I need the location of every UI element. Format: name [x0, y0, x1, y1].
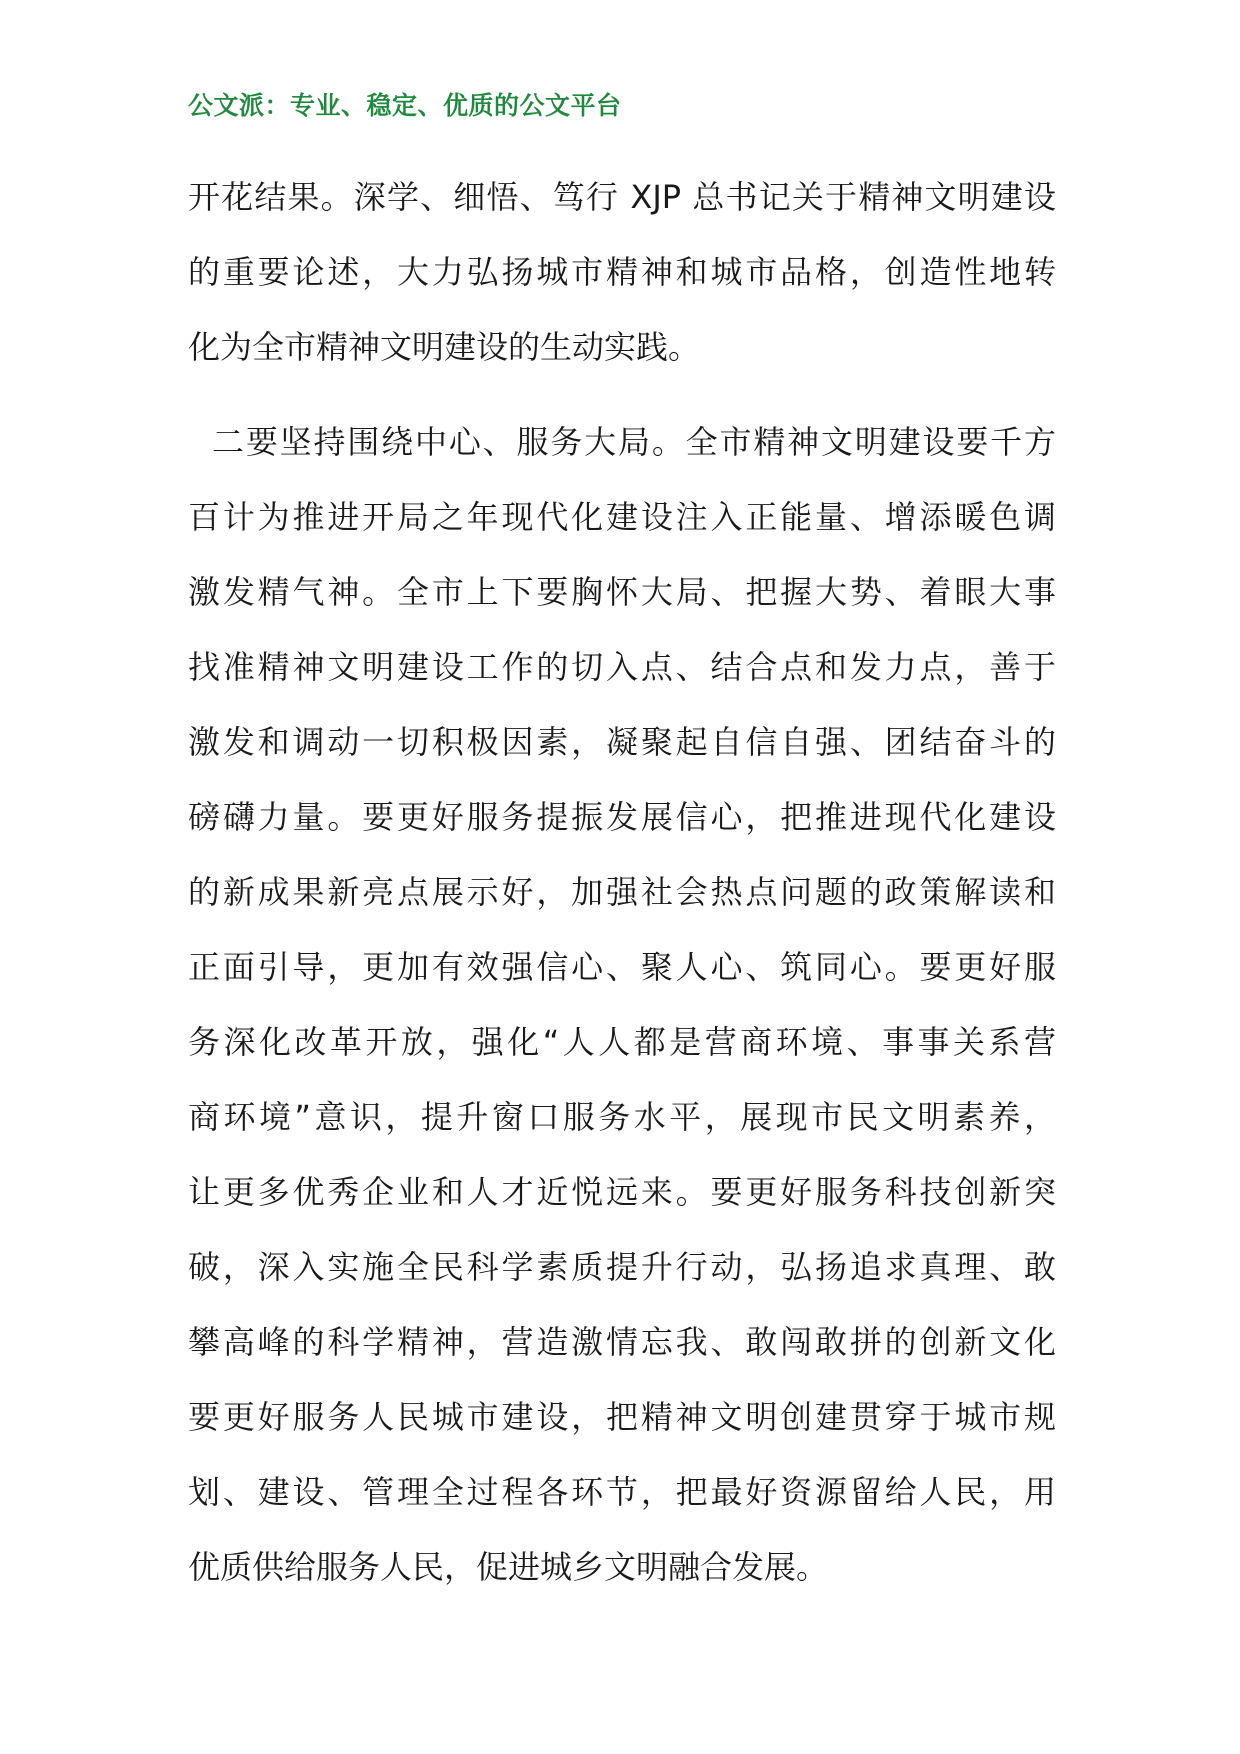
text-line: 化为全市精神文明建设的生动实践。 — [188, 328, 701, 366]
text-line: 让更多优秀企业和人才近悦远来。要更好服务科技创新突 — [188, 1173, 1056, 1211]
text-line: 的新成果新亮点展示好，加强社会热点问题的政策解读和 — [188, 873, 1056, 911]
document-body — [188, 160, 1056, 1605]
text-line: 找准精神文明建设工作的切入点、结合点和发力点，善于 — [188, 648, 1056, 686]
text-line: 开花结果。深学、细悟、笃行 XJP 总书记关于精神文明建设 — [188, 178, 1056, 216]
text-line: 激发精气神。全市上下要胸怀大局、把握大势、着眼大事 — [188, 573, 1056, 611]
text-line: 二要坚持围绕中心、服务大局。全市精神文明建设要千方 — [212, 423, 1056, 461]
text-line: 百计为推进开局之年现代化建设注入正能量、增添暖色调 — [188, 498, 1056, 536]
site-header-slogan: 公文派：专业、稳定、优质的公文平台 — [188, 91, 622, 120]
paragraph-2 — [188, 405, 1056, 1605]
text-line: 正面引导，更加有效强信心、聚人心、筑同心。要更好服 — [188, 948, 1056, 986]
paragraph-1 — [188, 160, 1056, 385]
text-line: 要更好服务人民城市建设，把精神文明创建贯穿于城市规 — [188, 1398, 1056, 1436]
text-line: 破，深入实施全民科学素质提升行动，弘扬追求真理、敢 — [188, 1248, 1056, 1286]
text-line: 攀高峰的科学精神，营造激情忘我、敢闯敢拼的创新文化 — [188, 1323, 1056, 1361]
text-line: 商环境”意识，提升窗口服务水平，展现市民文明素养， — [188, 1098, 1056, 1136]
paragraph-gap — [188, 385, 1056, 405]
text-line: 优质供给服务人民，促进城乡文明融合发展。 — [188, 1548, 829, 1586]
text-line: 激发和调动一切积极因素，凝聚起自信自强、团结奋斗的 — [188, 723, 1056, 761]
text-line: 磅礴力量。要更好服务提振发展信心，把推进现代化建设 — [188, 798, 1056, 836]
text-line: 的重要论述，大力弘扬城市精神和城市品格，创造性地转 — [188, 253, 1056, 291]
text-line: 务深化改革开放，强化“人人都是营商环境、事事关系营 — [188, 1023, 1056, 1061]
text-line: 划、建设、管理全过程各环节，把最好资源留给人民，用 — [188, 1473, 1056, 1511]
